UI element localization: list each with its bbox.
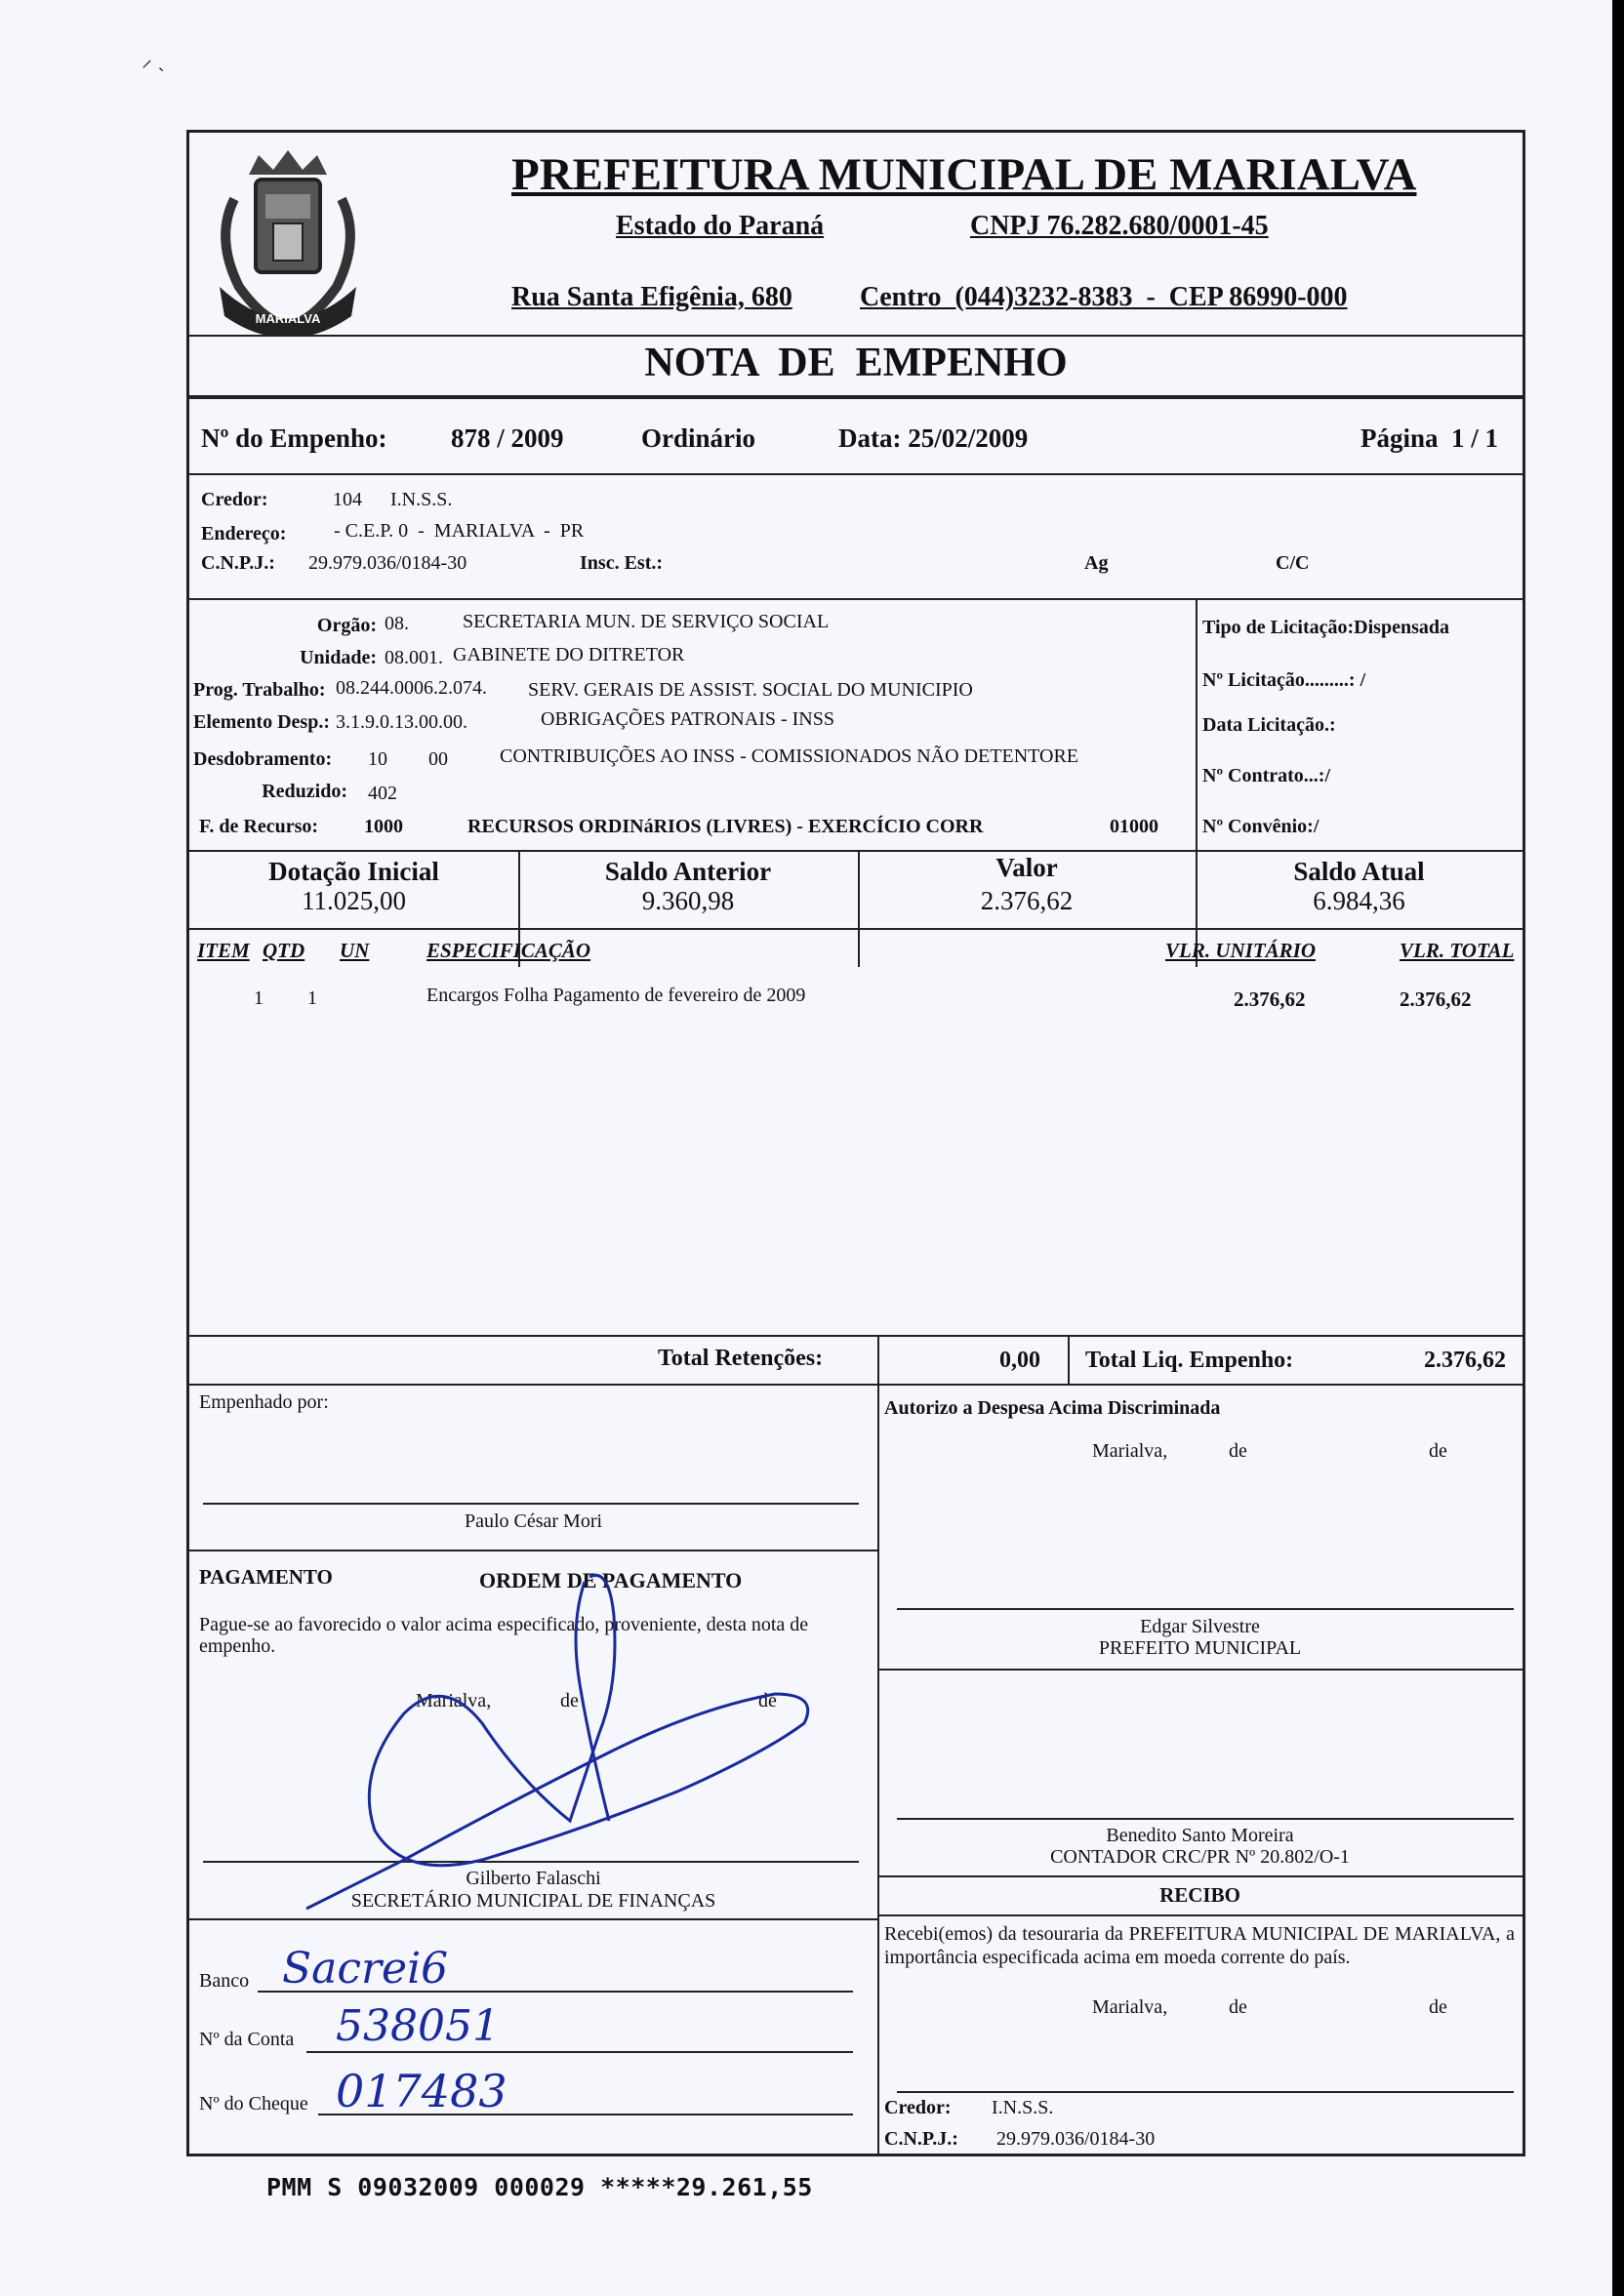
fonte-recurso-code: 1000 (364, 816, 403, 837)
pagamento-text: Pague-se ao favorecido o valor acima especificado, proveniente, desta nota de empenho. (199, 1614, 809, 1657)
row-unit-value: 2.376,62 (1234, 987, 1306, 1011)
municipal-seal-icon (195, 141, 381, 336)
col-un: UN (340, 939, 370, 962)
fonte-recurso-name: RECURSOS ORDINáRIOS (LIVRES) - EXERCÍCIO CORR (467, 816, 984, 837)
unidade-code: 08.001. (385, 647, 443, 668)
secretario-role: SECRETÁRIO MUNICIPAL DE FINANÇAS (350, 1890, 716, 1912)
recibo-credor-label: Credor: (884, 2097, 952, 2118)
tipo-licitacao: Tipo de Licitação:Dispensada (1202, 617, 1449, 638)
pagamento-de1: de (560, 1690, 579, 1712)
contador-block (877, 1825, 1522, 1868)
autorizo-title: Autorizo a Despesa Acima Discriminada (884, 1397, 1221, 1419)
prefeito-role: PREFEITO MUNICIPAL (1098, 1637, 1302, 1659)
contador-name: Benedito Santo Moreira (1106, 1825, 1294, 1846)
numero-convenio: Nº Convênio:/ (1202, 816, 1320, 837)
total-retencoes-label: Total Retenções: (658, 1346, 824, 1371)
pagamento-de2: de (758, 1690, 777, 1712)
secretario-name: Gilberto Falaschi (466, 1868, 601, 1889)
valor-label: Valor (995, 853, 1058, 882)
unidade-name: GABINETE DO DITRETOR (453, 644, 685, 665)
total-retencoes-value: 0,00 (999, 1348, 1040, 1373)
recibo-city: Marialva, (1092, 1996, 1168, 2018)
credor-cnpj: 29.979.036/0184-30 (308, 552, 467, 574)
unidade-label: Unidade: (300, 647, 377, 668)
address-label: Endereço: (201, 523, 287, 544)
recibo-title: RECIBO (1159, 1883, 1240, 1907)
cnpj-header: CNPJ 76.282.680/0001-45 (970, 211, 1269, 241)
col-vlr-total: VLR. TOTAL (1400, 939, 1515, 962)
banco-label: Banco (199, 1970, 250, 1992)
empenhado-name: Paulo César Mori (464, 1511, 603, 1532)
empenho-date: Data: 25/02/2009 (838, 423, 1029, 453)
fonte-recurso-label: F. de Recurso: (199, 816, 319, 837)
dotacao-label: Dotação Inicial (268, 857, 439, 886)
elemento-desp-label: Elemento Desp.: (193, 711, 330, 733)
credor-address: - C.E.P. 0 - MARIALVA - PR (334, 520, 585, 542)
page-title: PREFEITURA MUNICIPAL DE MARIALVA (511, 149, 1417, 200)
empenho-label: Nº do Empenho: (201, 423, 387, 453)
orgao-label: Orgão: (316, 615, 377, 636)
row-total-value: 2.376,62 (1400, 987, 1472, 1011)
contador-role: CONTADOR CRC/PR Nº 20.802/O-1 (1050, 1846, 1350, 1868)
saldo-atual-value: 6.984,36 (1313, 886, 1405, 915)
cheque-handwritten: 017483 (336, 2065, 508, 2117)
recibo-text: Recebi(emos) da tesouraria da PREFEITURA MUNICIPAL DE MARIALVA, a importância especificada acima em moeda corrente do país. (884, 1923, 1515, 1968)
col-qtd: QTD (263, 939, 305, 962)
ordem-pagamento-title: ORDEM DE PAGAMENTO (479, 1568, 743, 1592)
document-title: NOTA DE EMPENHO (644, 341, 1068, 385)
state-name: Estado do Paraná (616, 211, 825, 241)
street-address: Rua Santa Efigênia, 680 (511, 282, 792, 312)
footer-stamp: PMM S 09032009 000029 *****29.261,55 (266, 2173, 813, 2201)
reduzido-code: 402 (368, 783, 397, 804)
dotacao-value: 11.025,00 (302, 886, 406, 915)
empenho-type: Ordinário (641, 423, 756, 453)
saldo-atual-label: Saldo Atual (1293, 857, 1425, 886)
recibo-credor: I.N.S.S. (992, 2097, 1054, 2118)
orgao-code: 08. (385, 613, 409, 634)
desdobramento-a: 10 (368, 748, 387, 770)
pagamento-label: PAGAMENTO (199, 1565, 333, 1589)
saldo-anterior-label: Saldo Anterior (604, 857, 772, 886)
conta-label: Nº da Conta (199, 2029, 295, 2050)
valor-value: 2.376,62 (980, 886, 1074, 915)
numero-licitacao: Nº Licitação.........: / (1202, 669, 1366, 691)
cc-label: C/C (1276, 552, 1310, 574)
cheque-label: Nº do Cheque (199, 2093, 308, 2115)
orgao-name: SECRETARIA MUN. DE SERVIÇO SOCIAL (463, 611, 830, 632)
ag-label: Ag (1084, 552, 1109, 574)
pagamento-city: Marialva, (416, 1690, 492, 1712)
autorizo-city: Marialva, (1092, 1440, 1168, 1462)
elemento-desp-code: 3.1.9.0.13.00.00. (336, 711, 467, 733)
recibo-de1: de (1229, 1996, 1247, 2018)
credor-label: Credor: (201, 489, 268, 510)
total-liq-label: Total Liq. Empenho: (1085, 1348, 1294, 1373)
row-item: 1 (254, 987, 264, 1009)
cnpj-label: C.N.P.J.: (201, 552, 275, 574)
fonte-recurso-num: 01000 (1110, 816, 1158, 837)
desdobramento-name: CONTRIBUIÇÕES AO INSS - COMISSIONADOS NÃO DETENTORE (500, 745, 1078, 767)
prog-trabalho-name: SERV. GERAIS DE ASSIST. SOCIAL DO MUNICIPIO (528, 679, 973, 701)
elemento-desp-name: OBRIGAÇÕES PATRONAIS - INSS (541, 708, 834, 730)
numero-contrato: Nº Contrato...:/ (1202, 765, 1331, 786)
recibo-de2: de (1429, 1996, 1447, 2018)
total-liq-value: 2.376,62 (1424, 1348, 1506, 1373)
data-licitacao: Data Licitação.: (1202, 714, 1336, 736)
autorizo-de1: de (1229, 1440, 1247, 1462)
scan-mark: ⸝ ˎ (142, 47, 165, 71)
col-vlr-unitario: VLR. UNITÁRIO (1165, 939, 1317, 962)
credor-name: I.N.S.S. (390, 489, 453, 510)
empenhado-label: Empenhado por: (199, 1391, 329, 1413)
col-item: ITEM (197, 939, 250, 962)
desdobramento-label: Desdobramento: (193, 748, 333, 770)
banco-handwritten: Sacrei6 (282, 1944, 449, 1994)
nota-de-empenho-form (186, 130, 1525, 2156)
prefeito-name: Edgar Silvestre (1140, 1616, 1260, 1637)
empenho-number: 878 / 2009 (451, 423, 564, 453)
scan-edge (1612, 0, 1624, 2296)
row-description: Encargos Folha Pagamento de fevereiro de 2009 (426, 985, 806, 1006)
signature-scribble (287, 1567, 833, 1918)
col-especificacao: ESPECIFICAÇÃO (426, 939, 591, 962)
prefeito-block (877, 1616, 1522, 1659)
svg-text:MARIALVA: MARIALVA (255, 311, 321, 326)
reduzido-label: Reduzido: (262, 781, 347, 802)
credor-code: 104 (333, 489, 362, 510)
prog-trabalho-code: 08.244.0006.2.074. (336, 677, 487, 699)
prog-trabalho-label: Prog. Trabalho: (193, 679, 326, 701)
recibo-cnpj-label: C.N.P.J.: (884, 2128, 958, 2150)
conta-handwritten: 538051 (336, 2001, 500, 2051)
recibo-cnpj: 29.979.036/0184-30 (996, 2128, 1156, 2150)
saldo-anterior-value: 9.360,98 (641, 886, 735, 915)
autorizo-de2: de (1429, 1440, 1447, 1462)
desdobramento-b: 00 (428, 748, 448, 770)
page-number: Página 1 / 1 (1360, 423, 1499, 453)
insc-est-label: Insc. Est.: (580, 552, 664, 574)
row-qtd: 1 (307, 987, 317, 1009)
district-phone-cep: Centro (044)3232-8383 - CEP 86990-000 (860, 282, 1348, 312)
